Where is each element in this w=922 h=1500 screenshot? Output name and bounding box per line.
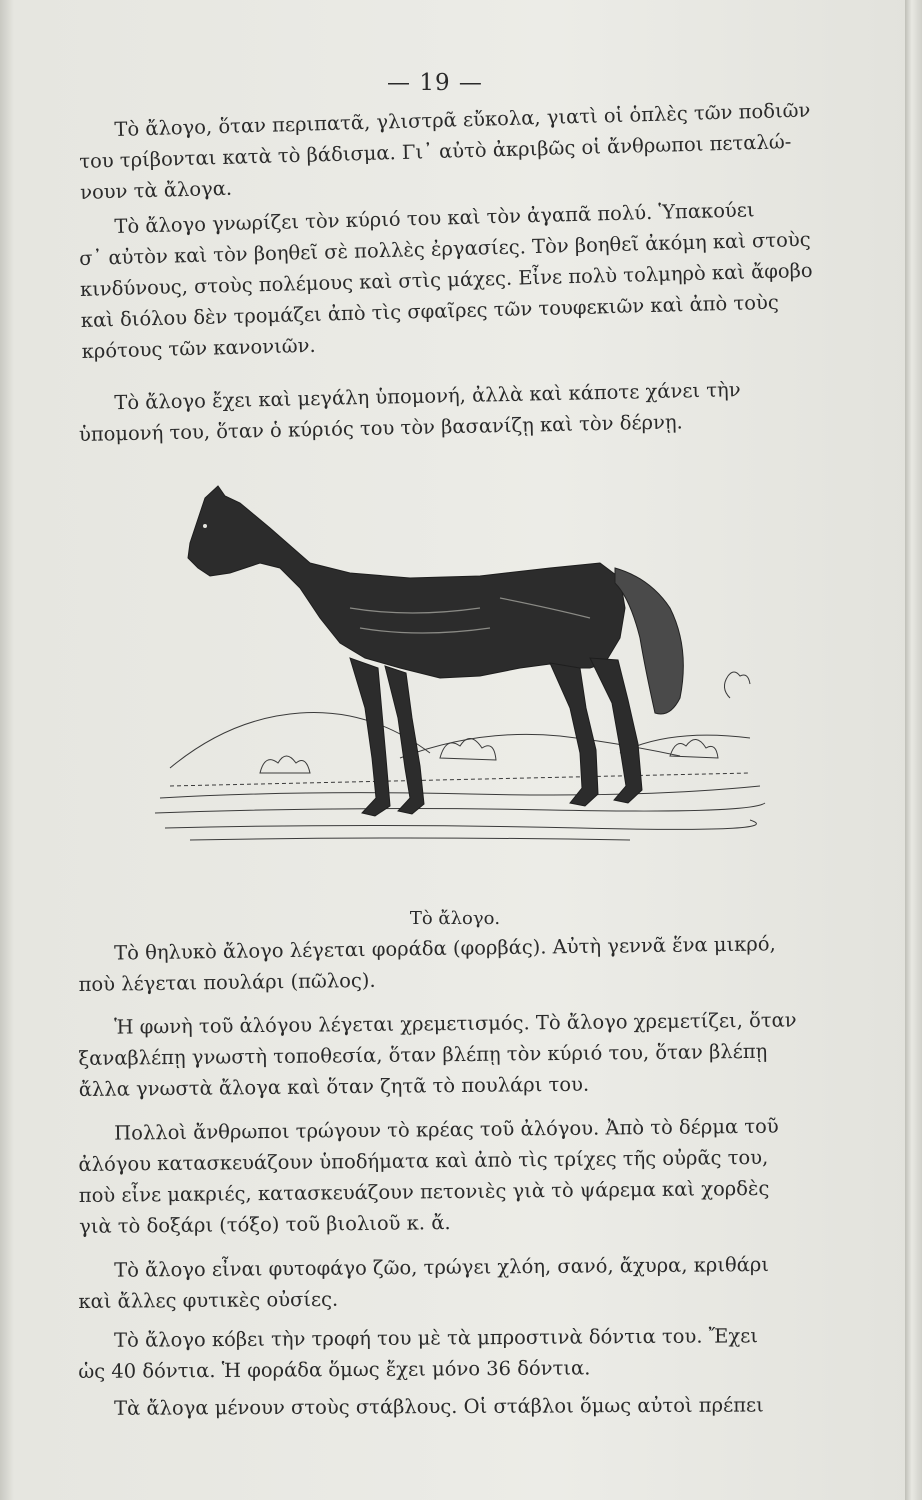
paragraph-horse-diet: [78, 1248, 869, 1317]
text-line: Τὸ ἄλογο ἔχει καὶ μεγάλη ὑπομονή, ἀλλὰ καὶ κάποτε χάνει τὴν: [114, 378, 741, 415]
text-line: σ᾿ αὐτὸν καὶ τὸν βοηθεῖ σὲ πολλὲς ἐργασίες. Τὸν βοηθεῖ ἀκόμη καὶ στοὺς: [78, 227, 811, 270]
paragraph-horse-loyalty: [78, 191, 872, 367]
page-binding-edge: [905, 0, 922, 1500]
text-line: ἀλόγου κατασκευάζουν ὑποδήματα καὶ ἀπὸ τὶς τρίχες τῆς οὐρᾶς του,: [78, 1145, 769, 1176]
text-line: ὡς 40 δόντια. Ἡ φοράδα ὅμως ἔχει μόνο 36 δόντια.: [78, 1356, 591, 1383]
text-line: του τρίβονται κατὰ τὸ βάδισμα. Γι᾿ αὐτὸ ἀκριβῶς οἱ ἄνθρωποι πεταλώ-: [78, 130, 792, 173]
figure-caption: Τὸ ἄλογο.: [409, 908, 501, 929]
text-line: κρότους τῶν κανονιῶν.: [81, 333, 316, 363]
text-line: Τὸ ἄλογο εἶναι φυτοφάγο ζῶο, τρώγει χλόη, σανό, ἄχυρα, κριθάρι: [114, 1252, 770, 1282]
horse-illustration: [150, 468, 770, 853]
text-line: ποὺ εἶνε μακριές, κατασκευάζουν πετονιὲς γιὰ τὸ ψάρεμα καὶ χορδὲς: [78, 1176, 770, 1207]
text-line: καὶ ἄλλες φυτικὲς οὐσίες.: [78, 1287, 339, 1313]
paragraph-horse-uses: [78, 1110, 869, 1242]
text-line: Τὸ ἄλογο κόβει τὴν τροφή του μὲ τὰ μπροστινὰ δόντια του. Ἔχει: [114, 1324, 759, 1352]
text-line: νουν τὰ ἄλογα.: [79, 176, 233, 204]
page-number: — 19 —: [387, 70, 483, 96]
paragraph-female-horse: [78, 927, 869, 1000]
text-line: κινδύνους, στοὺς πολέμους καὶ στὶς μάχες. Εἶνε πολὺ τολμηρὸ καὶ ἄφοβο: [79, 258, 813, 301]
paragraph-horse-voice: [78, 1004, 869, 1105]
text-line: Τὸ θηλυκὸ ἄλογο λέγεται φοράδα (φορβάς). Αὐτὴ γεννᾶ ἕνα μικρό,: [114, 932, 776, 965]
paragraph-horse-teeth: [78, 1319, 868, 1387]
paragraph-horse-stables: [78, 1389, 868, 1424]
text-line: καὶ διόλου δὲν τρομάζει ἀπὸ τὶς σφαῖρες τῶν τουφεκιῶν καὶ ἀπὸ τοὺς: [80, 290, 780, 332]
text-line: ποὺ λέγεται πουλάρι (πῶλος).: [78, 968, 376, 996]
text-line: Τὸ ἄλογο, ὅταν περιπατᾶ, γλιστρᾶ εὔκολα, γιατὶ οἱ ὁπλὲς τῶν ποδιῶν: [114, 98, 811, 141]
text-line: Τὸ ἄλογο γνωρίζει τὸν κύριό του καὶ τὸν ἀγαπᾶ πολύ. Ὑπακούει: [114, 198, 755, 239]
text-line: Πολλοὶ ἄνθρωποι τρώγουν τὸ κρέας τοῦ ἀλόγου. Ἀπὸ τὸ δέρμα τοῦ: [114, 1114, 779, 1145]
text-line: Ἡ φωνὴ τοῦ ἀλόγου λέγεται χρεμετισμός. Τὸ ἄλογο χρεμετίζει, ὅταν: [114, 1008, 797, 1039]
text-line: Τὰ ἄλογα μένουν στοὺς στάβλους. Οἱ στάβλοι ὅμως αὐτοὶ πρέπει: [114, 1393, 764, 1420]
text-line: γιὰ τὸ δοξάρι (τόξο) τοῦ βιολιοῦ κ. ἄ.: [79, 1211, 451, 1238]
text-line: ξαναβλέπῃ γνωστὴ τοποθεσία, ὅταν βλέπῃ τὸν κύριό του, ὅταν βλέπῃ: [78, 1039, 768, 1070]
text-line: ἄλλα γνωστὰ ἄλογα καὶ ὅταν ζητᾶ τὸ πουλάρι του.: [78, 1072, 590, 1101]
text-line: ὑπομονή του, ὅταν ὁ κύριός του τὸν βασανίζῃ καὶ τὸν δέρνῃ.: [78, 410, 683, 446]
